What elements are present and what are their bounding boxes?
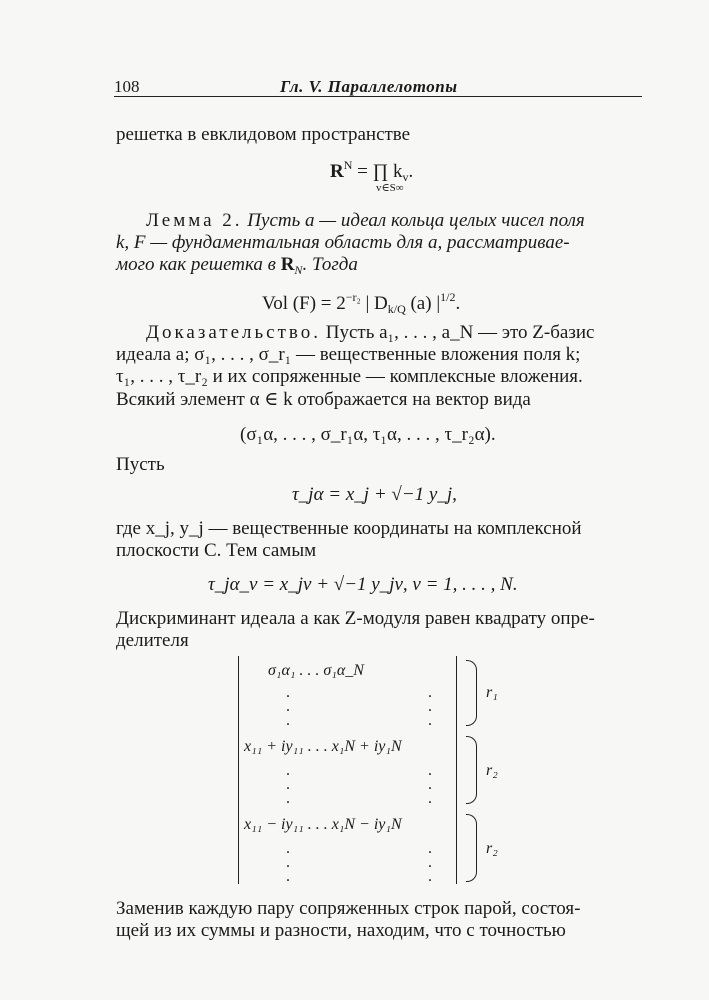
eq1-ksub: v — [402, 170, 409, 184]
page-number: 108 — [114, 77, 140, 96]
text-pust: Пусть — [116, 454, 165, 475]
matrix-dot: . — [428, 854, 432, 871]
lemma-heading: Лемма 2. — [146, 210, 243, 231]
lemma-line-1 — [146, 210, 585, 232]
text-disc-1: Дискриминант идеала a как Z-модуля равен квадрату опре- — [116, 608, 595, 629]
eq2-sup2: 1/2 — [440, 290, 456, 304]
proof-line-4: Всякий элемент α ∈ k отображается на вектор вида — [116, 389, 531, 410]
proof-text-1: Пусть a₁, . . . , a_N — это Z-базис — [321, 322, 595, 343]
matrix-dot: . — [286, 762, 290, 779]
text-gde-2: плоскости C. Тем самым — [116, 540, 317, 561]
matrix-dot: . — [286, 790, 290, 807]
eq2-sup: −r₂ — [345, 290, 361, 304]
det-right-bar — [456, 656, 457, 884]
proof-line-1 — [146, 322, 594, 344]
matrix-dot: . — [428, 698, 432, 715]
matrix-dot: . — [428, 712, 432, 729]
proof-line-2: идеала a; σ₁, . . . , σ_r₁ — вещественные вложения поля k; — [116, 344, 581, 365]
eq1-sup: N — [343, 158, 353, 172]
matrix-dot: . — [286, 868, 290, 885]
eq1-r: R — [330, 161, 344, 182]
matrix-dot: . — [286, 854, 290, 871]
brace-r2-lower — [466, 814, 477, 882]
lemma-r: R — [280, 254, 295, 275]
eq2-dot: . — [455, 293, 461, 314]
lemma-text-3a: мого как решетка в — [116, 254, 281, 275]
proof-heading: Доказательство. — [146, 322, 321, 343]
matrix-dot: . — [428, 790, 432, 807]
brace-label-r2-upper: r₂ — [486, 762, 498, 779]
eq1-prod-subscript: v∈S∞ — [376, 182, 404, 194]
brace-label-r1: r₁ — [486, 684, 498, 701]
det-left-bar — [238, 656, 239, 884]
matrix-dot: . — [286, 684, 290, 701]
brace-r1 — [466, 660, 477, 726]
eq2-sub: k/Q — [387, 302, 406, 316]
text-line-1: решетка в евклидовом пространстве — [116, 124, 411, 145]
equation-vector: (σ₁α, . . . , σ_r₁α, τ₁α, . . . , τ_r₂α). — [240, 424, 496, 445]
lemma-n-sub: N — [294, 263, 303, 277]
matrix-dot: . — [428, 868, 432, 885]
lemma-line-3 — [116, 254, 358, 278]
brace-label-r2-lower: r₂ — [486, 840, 498, 857]
text-disc-2: делителя — [116, 630, 189, 651]
brace-r2-upper — [466, 736, 477, 804]
eq2-a: Vol (F) = 2 — [262, 293, 346, 314]
text-last-2: щей из их суммы и разности, находим, что с точностью — [116, 920, 566, 941]
matrix-dot: . — [286, 712, 290, 729]
running-title: Гл. V. Параллелотопы — [280, 77, 458, 96]
matrix-dot: . — [286, 776, 290, 793]
equation-tau-nu: τ_jα_ν = x_jν + √−1 y_jν, ν = 1, . . . , N. — [208, 574, 518, 595]
matrix-dot: . — [286, 840, 290, 857]
text-last-1: Заменив каждую пару сопряженных строк парой, состоя- — [116, 898, 581, 919]
matrix-dot: . — [428, 776, 432, 793]
equation-volume — [262, 290, 460, 317]
matrix-dot: . — [428, 684, 432, 701]
matrix-row-sigma: σ₁α₁ . . . σ₁α_N — [268, 662, 364, 679]
lemma-line-2: k, F — фундаментальная область для a, рассматривае- — [116, 232, 570, 253]
matrix-row-minus: x₁₁ − iy₁₁ . . . x₁N − iy₁N — [244, 816, 402, 833]
text-gde-1: где x_j, y_j — вещественные координаты на комплексной — [116, 518, 582, 539]
header-rule — [114, 96, 642, 97]
eq2-c: (a) | — [405, 293, 441, 314]
eq1-end: . — [408, 161, 414, 182]
equation-tau: τ_jα = x_j + √−1 y_j, — [292, 484, 457, 505]
matrix-row-plus: x₁₁ + iy₁₁ . . . x₁N + iy₁N — [244, 738, 402, 755]
eq1-rest: = ∏ k — [352, 161, 403, 182]
matrix-dot: . — [428, 762, 432, 779]
proof-line-3: τ₁, . . . , τ_r₂ и их сопряженные — комплексные вложения. — [116, 366, 583, 387]
matrix-dot: . — [428, 840, 432, 857]
lemma-text-1: Пусть a — идеал кольца целых чисел поля — [247, 210, 585, 231]
lemma-text-3b: . Тогда — [302, 254, 358, 275]
matrix-dot: . — [286, 698, 290, 715]
eq2-b: | D — [360, 293, 388, 314]
